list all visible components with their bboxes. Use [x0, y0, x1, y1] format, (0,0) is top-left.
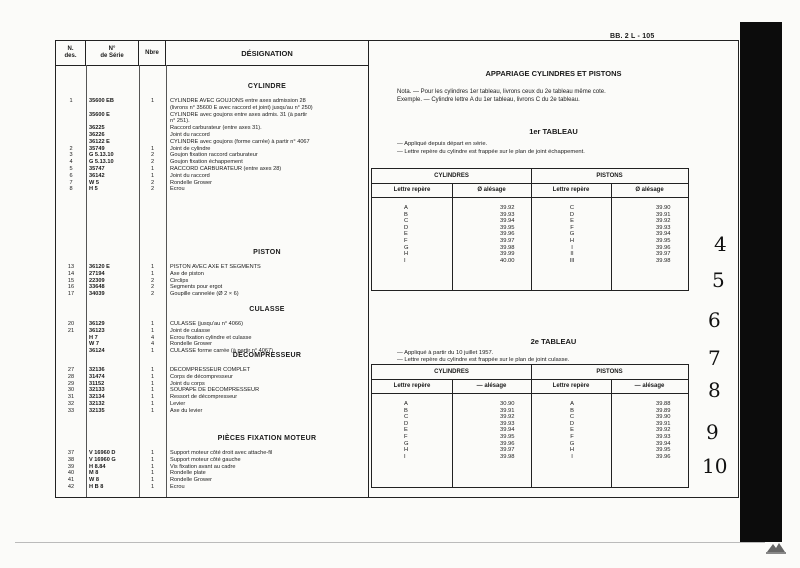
row-divider — [372, 379, 688, 380]
pairing-note: Nota. — Pour les cylindres 1er tableau, livrons ceux du 2e tableau même cote. — [397, 89, 606, 95]
serial-number: 36120 E — [89, 264, 110, 270]
bore-header: Ø alésage — [477, 187, 506, 193]
part-designation: Ecrou fixation cylindre et culasse — [170, 334, 252, 341]
part-number: 5 — [69, 166, 73, 172]
pairing-table-1 — [371, 168, 689, 291]
header-number — [56, 41, 86, 65]
part-quantity: 2 — [150, 159, 155, 166]
parts-document — [55, 40, 739, 498]
serial-number: 35600 EB — [89, 98, 114, 104]
part-designation: n° 251). — [170, 118, 190, 125]
part-designation: Support moteur côté gauche — [170, 456, 241, 463]
header-serial — [86, 41, 139, 65]
part-row — [56, 291, 368, 298]
part-number: 6 — [69, 172, 73, 179]
part-designation: Rondelle Grower — [170, 341, 212, 348]
serial-number: 32136 — [89, 367, 105, 373]
serial-number: H 8.84 — [89, 463, 106, 470]
part-quantity: 2 — [150, 186, 155, 193]
parts-list-panel — [56, 41, 369, 497]
part-number: 40 — [67, 470, 75, 477]
part-quantity: 1 — [150, 456, 155, 463]
part-quantity: 1 — [150, 394, 155, 401]
header-serial-label: N° de Série — [100, 46, 124, 59]
pistons-header: PISTONS — [596, 369, 623, 375]
index-tab-strip — [740, 22, 782, 542]
part-designation: CYLINDRE AVEC GOUJONS entre axes admission 28 — [170, 98, 306, 104]
bore-header: — alésage — [634, 383, 665, 389]
part-designation: Ecrou — [170, 484, 185, 490]
part-quantity: 1 — [150, 477, 155, 484]
part-number: 27 — [67, 367, 75, 373]
part-quantity: 1 — [150, 401, 155, 407]
part-quantity: 2 — [150, 284, 155, 291]
table1-applied: — Appliqué depuis départ en série. — [397, 141, 488, 147]
part-row — [56, 484, 368, 491]
cylinders-header: CYLINDRES — [434, 173, 469, 179]
part-quantity: 1 — [150, 380, 155, 387]
serial-number: 31474 — [89, 373, 105, 380]
serial-number: W 5 — [89, 179, 99, 186]
part-quantity: 1 — [150, 270, 155, 277]
pairing-example: Exemple. — Cylindre lettre A du 1er tableau, livrons C du 2e tableau. — [397, 97, 580, 103]
serial-number: 36124 — [89, 348, 105, 355]
header-qty: Nbre — [139, 41, 166, 65]
part-designation: Goujon fixation raccord carburateur — [170, 152, 258, 159]
part-quantity: 1 — [150, 407, 155, 414]
column-divider — [611, 183, 612, 290]
index-tab-6[interactable]: 6 — [708, 308, 721, 332]
section-title: CYLINDRE — [247, 83, 287, 90]
header-number-label: N. des. — [64, 46, 77, 59]
serial-number: 32135 — [89, 407, 105, 414]
part-quantity: 1 — [150, 348, 155, 355]
part-designation: CULASSE forme carrée (à partir n° 4067) — [170, 348, 273, 355]
part-quantity: 1 — [150, 484, 155, 490]
part-number: 30 — [67, 387, 75, 394]
part-number: 38 — [67, 456, 75, 463]
serial-number: 32133 — [89, 387, 105, 394]
part-designation: DÉCOMPRESSEUR COMPLET — [170, 367, 251, 373]
part-number: 41 — [67, 477, 75, 484]
serial-number: V 16960 D — [89, 450, 116, 456]
part-designation: CYLINDRE avec goujons entre axes admis. 31 (à partir — [170, 111, 308, 118]
column-divider — [611, 379, 612, 487]
letter-header: Lettre repère — [552, 187, 590, 193]
letter-header: Lettre repère — [393, 383, 431, 389]
serial-number: 36225 — [89, 125, 105, 132]
column-divider — [452, 379, 453, 487]
part-number: 42 — [67, 484, 75, 490]
page-reference: BB. 2 L - 105 — [610, 33, 655, 40]
part-row — [56, 186, 368, 193]
part-number: 15 — [67, 277, 75, 284]
part-designation: CYLINDRE avec goujons (forme carrée) à partir n° 4067 — [170, 138, 310, 145]
table1-marking: — Lettre repère du cylindre est frappée sur le plan de joint échappement. — [397, 149, 585, 155]
part-quantity: 1 — [150, 321, 155, 327]
part-number: 28 — [67, 373, 75, 380]
section-title: PISTON — [253, 249, 281, 256]
part-quantity: 2 — [150, 152, 155, 159]
part-designation: Circlips — [170, 277, 189, 284]
part-designation: Joint de culasse — [170, 327, 211, 334]
part-number: 33 — [67, 407, 75, 414]
serial-number: W 8 — [89, 477, 99, 484]
piston-bores: 39.88 39.89 39.90 39.91 39.92 39.93 39.94 39.95 39.96 — [656, 401, 671, 460]
serial-number: 27194 — [89, 270, 105, 277]
part-number: 3 — [69, 152, 73, 159]
part-designation: Rondelle Grower — [170, 179, 212, 186]
cylinders-header: CYLINDRES — [434, 369, 469, 375]
part-number: 20 — [67, 321, 75, 327]
pairing-title: APPARIAGE CYLINDRES ET PISTONS — [485, 69, 622, 78]
part-designation: RACCORD CARBURATEUR (entre axes 28) — [170, 166, 282, 172]
part-quantity: 1 — [150, 166, 155, 172]
serial-number: 36142 — [89, 172, 105, 179]
part-designation: Levier — [170, 401, 186, 407]
part-number: 37 — [67, 450, 75, 456]
row-divider — [372, 183, 688, 184]
part-designation: Axe du levier — [170, 407, 203, 414]
index-tab-4[interactable]: 4 — [714, 232, 727, 256]
part-designation: SOUPAPE DE DÉCOMPRESSEUR — [170, 387, 260, 394]
section-title: PIÈCES FIXATION MOTEUR — [217, 435, 317, 442]
column-divider — [531, 365, 532, 487]
serial-number: 31152 — [89, 380, 105, 387]
part-designation: Segments pour ergot — [170, 284, 223, 291]
piston-letters: A B C D E F G H I — [569, 401, 575, 460]
bore-header: — alésage — [476, 383, 507, 389]
part-number: 17 — [67, 291, 75, 298]
cylinder-bores: 30.90 39.91 39.92 39.93 39.94 39.95 39.96 39.97 39.98 — [500, 401, 515, 460]
piston-letters: C D E F G H I II III — [569, 205, 575, 264]
part-quantity: 2 — [150, 291, 155, 298]
part-quantity: 1 — [150, 367, 155, 373]
parts-table-header — [56, 41, 368, 66]
serial-number: 33648 — [89, 284, 105, 291]
part-number: 32 — [67, 401, 75, 407]
part-designation: Ressort de décompresseur — [170, 394, 238, 401]
letter-header: Lettre repère — [552, 383, 590, 389]
part-designation: Raccord carburateur (entre axes 31). — [170, 125, 262, 132]
part-row — [56, 408, 368, 415]
part-quantity: 2 — [150, 277, 155, 284]
row-divider — [372, 197, 688, 198]
part-quantity: 4 — [150, 341, 155, 348]
header-designation: DÉSIGNATION — [241, 48, 293, 58]
pairing-table-2 — [371, 364, 689, 488]
part-designation: Ecrou — [170, 186, 185, 193]
index-tab-9[interactable]: 9 — [706, 420, 719, 444]
index-tab-7[interactable]: 7 — [708, 346, 721, 370]
serial-number: H 7 — [89, 334, 98, 341]
part-quantity: 1 — [150, 327, 155, 334]
part-designation: Joint du raccord — [170, 172, 210, 179]
part-quantity: 4 — [150, 334, 155, 341]
serial-number: 35747 — [89, 166, 105, 172]
part-designation: CULASSE (jusqu'au n° 4066) — [170, 321, 243, 327]
serial-number: H B 8 — [89, 484, 104, 490]
part-designation: Support moteur côté droit avec attache-fil — [170, 450, 273, 456]
part-number: 31 — [67, 394, 75, 401]
part-designation: Joint du corps — [170, 380, 205, 387]
part-number: 13 — [67, 264, 75, 270]
part-designation: Joint de cylindre — [170, 145, 211, 152]
serial-number: 32132 — [89, 401, 105, 407]
serial-number: 36123 — [89, 327, 105, 334]
part-quantity: 1 — [150, 470, 155, 477]
serial-number: V 16960 G — [89, 456, 116, 463]
part-designation: PISTON AVEC AXE ET SEGMENTS — [170, 264, 261, 270]
section-title: DÉCOMPRESSEUR — [232, 352, 302, 359]
part-quantity: 1 — [150, 450, 155, 456]
index-tab-5[interactable]: 5 — [712, 268, 725, 292]
part-number: 39 — [67, 463, 75, 470]
column-divider — [452, 183, 453, 290]
part-number: 7 — [69, 179, 73, 186]
part-designation: Rondelle plate — [170, 470, 206, 477]
pairing-panel — [369, 41, 738, 497]
index-tab-10[interactable]: 10 — [702, 454, 728, 478]
part-designation: (livrons n° 35600 E avec raccord et joint) jusqu'au n° 250) — [170, 104, 313, 111]
part-quantity: 1 — [150, 264, 155, 270]
serial-number: G 5.13.10 — [89, 152, 114, 159]
serial-number: 35600 E — [89, 111, 110, 118]
table2-applied: — Appliqué à partir du 10 juillet 1957. — [397, 350, 494, 356]
table2-marking: — Lettre repère du cylindre est frappée sur le plan de joint culasse. — [397, 357, 570, 363]
pistons-header: PISTONS — [596, 173, 623, 179]
column-divider — [531, 169, 532, 290]
section-title: CULASSE — [249, 306, 285, 313]
publisher-logo-icon — [765, 540, 787, 556]
cylinder-letters: A B C D E F G H I — [404, 401, 409, 460]
bore-header: Ø alésage — [635, 187, 664, 193]
part-designation: Axe de piston — [170, 270, 204, 277]
part-number: 29 — [67, 380, 75, 387]
serial-number: 36129 — [89, 321, 105, 327]
part-number: 14 — [67, 270, 75, 277]
part-quantity: 1 — [150, 373, 155, 380]
cylinder-bores: 39.92 39.93 39.94 39.95 39.96 39.97 39.98 39.99 40.00 — [500, 205, 515, 264]
part-quantity: 1 — [150, 145, 155, 152]
part-quantity: 1 — [150, 387, 155, 394]
part-designation: Corps de décompresseur — [170, 373, 233, 380]
serial-number: 35749 — [89, 145, 105, 152]
part-quantity: 1 — [150, 98, 155, 104]
row-divider — [372, 393, 688, 394]
part-designation: Goujon fixation échappement — [170, 159, 243, 166]
part-number: 16 — [67, 284, 75, 291]
part-designation: Goupille cannelée (Ø 2 × 6) — [170, 291, 239, 298]
serial-number: W 7 — [89, 341, 99, 348]
serial-number: 34039 — [89, 291, 105, 298]
serial-number: 22309 — [89, 277, 105, 284]
serial-number: G 5.13.10 — [89, 159, 114, 166]
part-designation: Vis fixation avant au cadre — [170, 463, 236, 470]
part-quantity: 2 — [150, 179, 155, 186]
serial-number: 36122 E — [89, 138, 110, 145]
serial-number: H 5 — [89, 186, 98, 193]
index-tab-8[interactable]: 8 — [708, 378, 721, 402]
table1-title: 1er TABLEAU — [529, 127, 578, 136]
page-bottom-rule — [15, 542, 765, 543]
part-designation: Joint du raccord — [170, 132, 210, 138]
part-number: 21 — [67, 327, 75, 334]
part-quantity: 1 — [150, 463, 155, 470]
serial-number: 32134 — [89, 394, 105, 401]
part-number: 8 — [69, 186, 73, 193]
letter-header: Lettre repère — [393, 187, 431, 193]
table2-title: 2e TABLEAU — [530, 337, 577, 346]
serial-number: 36226 — [89, 132, 105, 138]
part-designation: Rondelle Grower — [170, 477, 212, 484]
piston-bores: 39.90 39.91 39.92 39.93 39.94 39.95 39.96 39.97 39.98 — [656, 205, 671, 264]
part-number: 1 — [69, 98, 73, 104]
part-number: 4 — [69, 159, 73, 166]
serial-number: M 8 — [89, 470, 99, 477]
part-quantity: 1 — [150, 172, 155, 179]
cylinder-letters: A B C D E F G H I — [404, 205, 409, 264]
part-number: 2 — [69, 145, 73, 152]
